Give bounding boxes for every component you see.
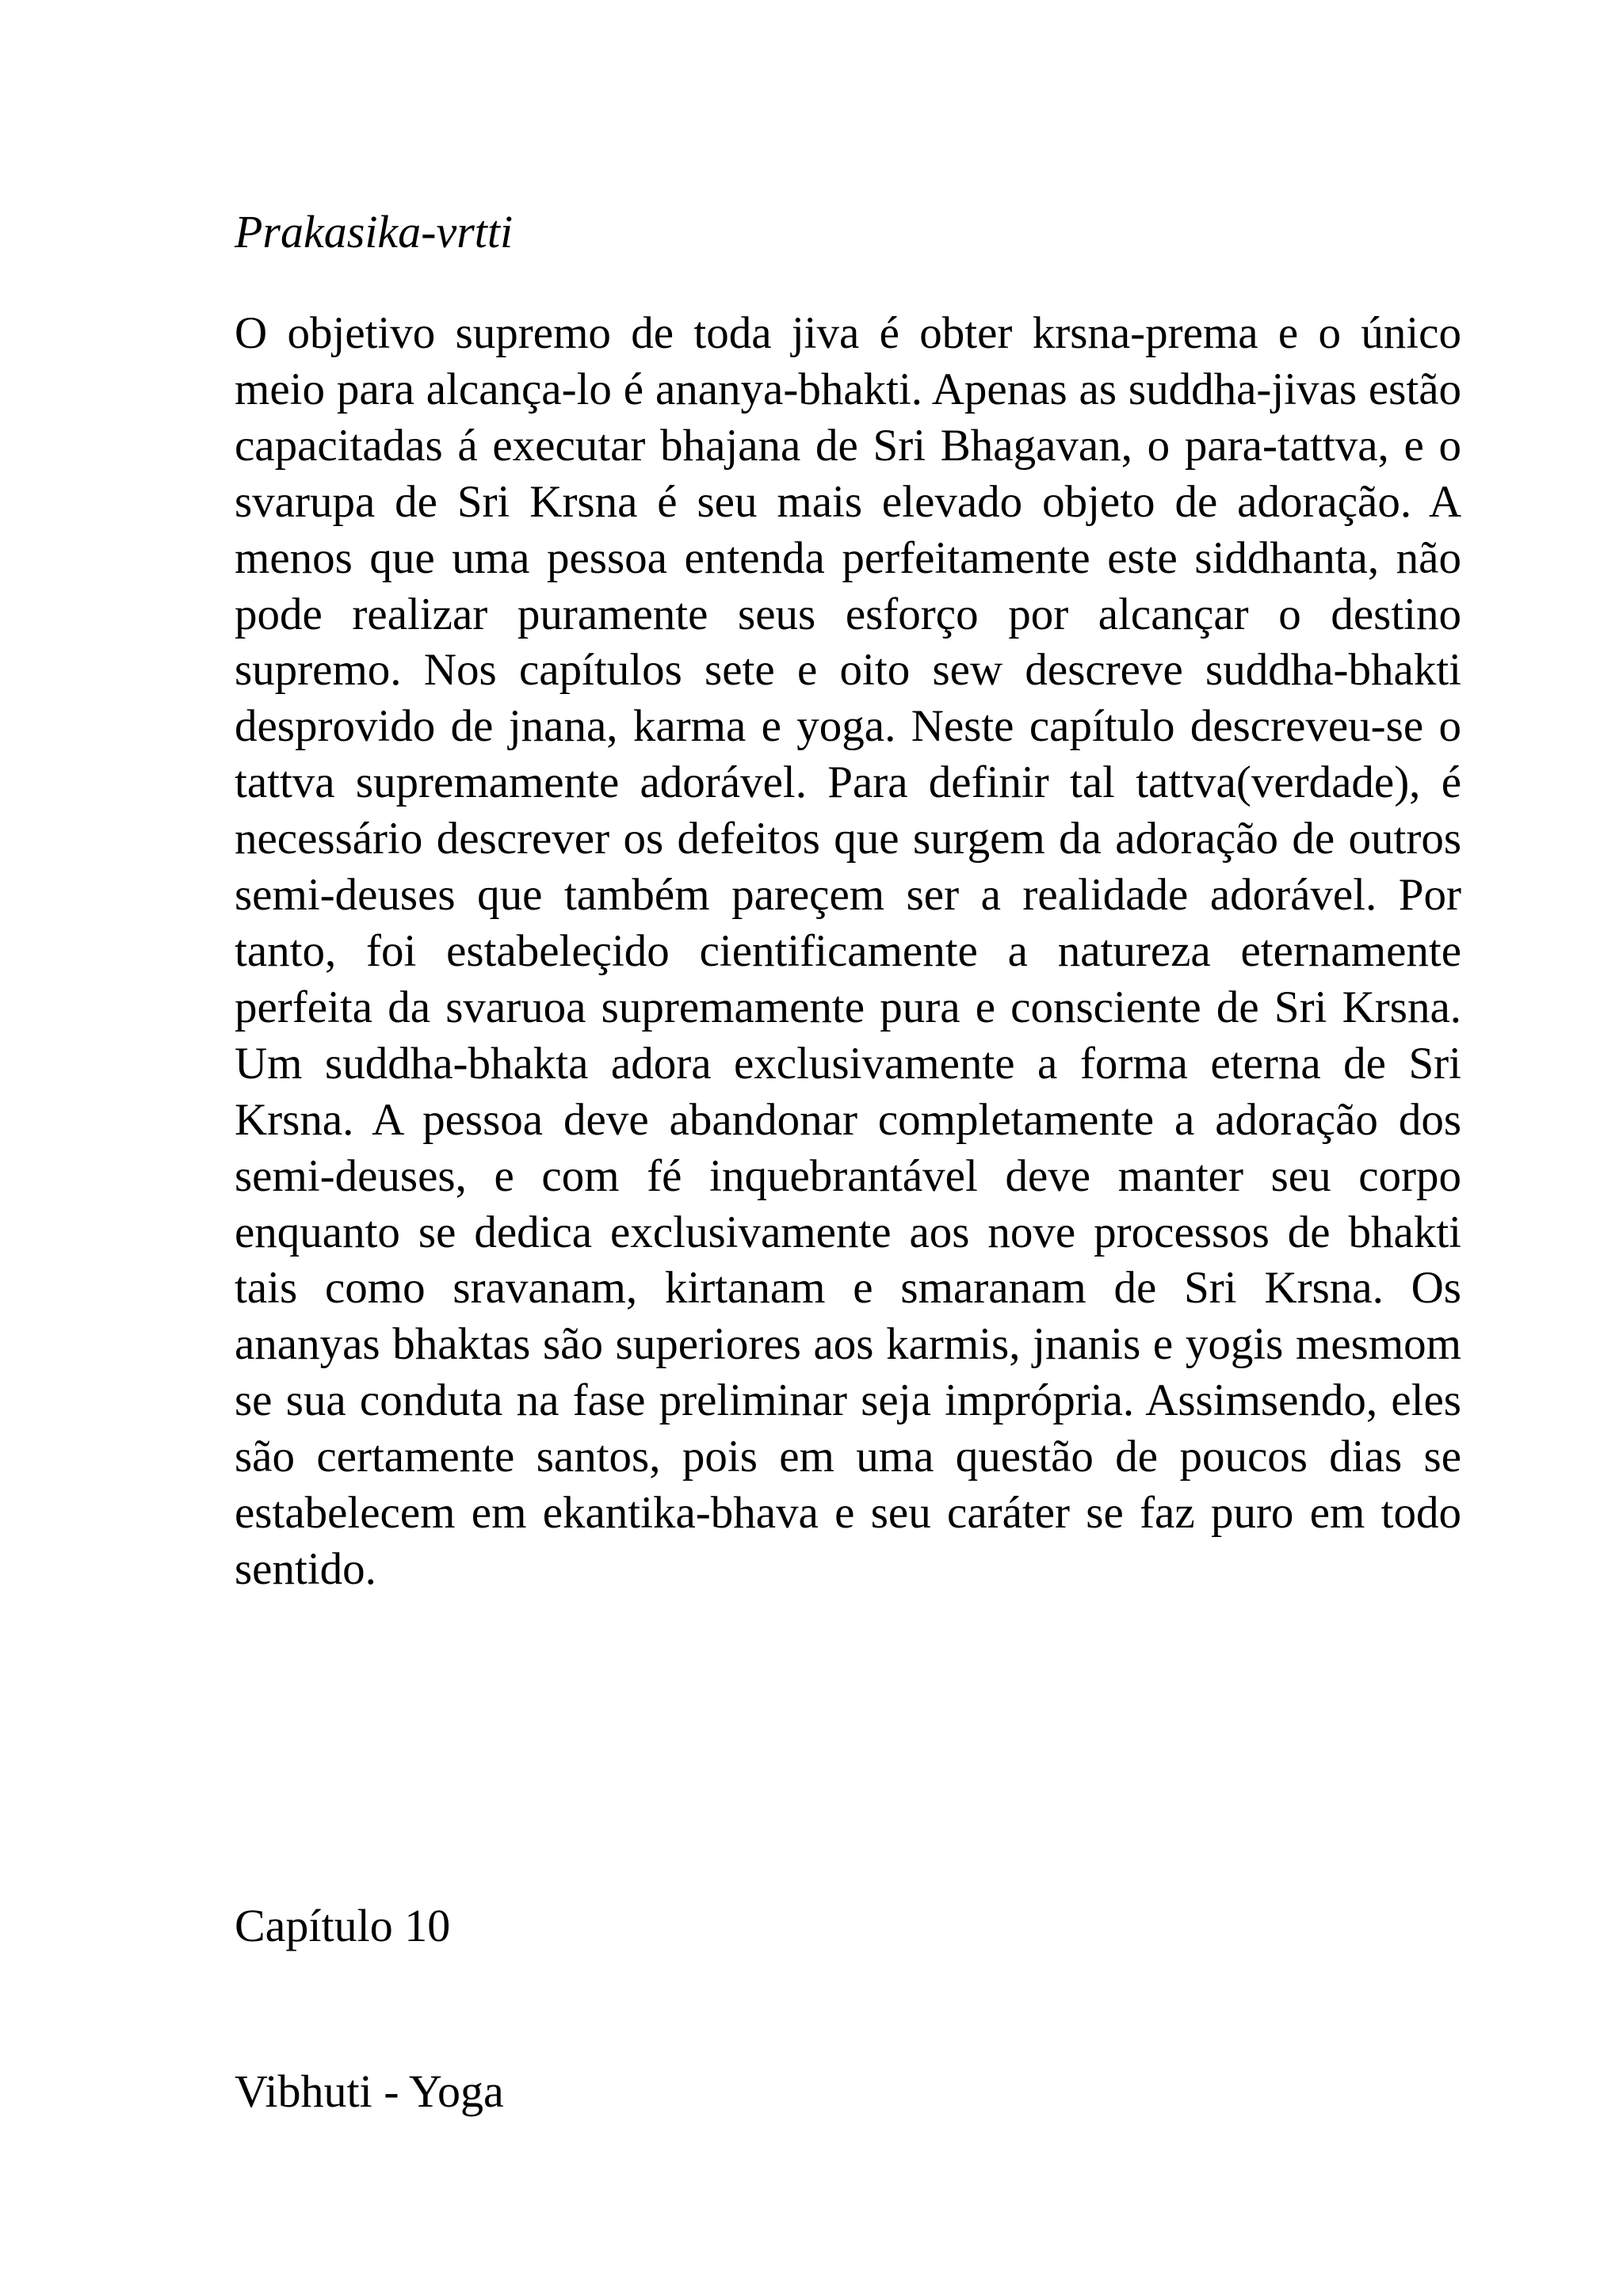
chapter-label: Capítulo 10 <box>235 1900 451 1951</box>
section-heading: Prakasika-vrtti <box>235 206 514 257</box>
body-paragraph: O objetivo supremo de toda jiva é obter krsna-prema e o único meio para alcança-lo é ananya-bhakti. Apenas as suddha-jivas estão capacitadas á executar bhajana de Sri Bhagavan, o para-tattva, e o svarupa de Sri Krsna é seu mais elevado objeto de adoração. A menos que uma pessoa entenda perfeitamente este siddhanta, não pode realizar puramente seus esforço por alcançar o destino supremo. Nos capítulos sete e oito sew descreve suddha-bhakti desprovido de jnana, karma e yoga. Neste capítulo descreveu-se o tattva supremamente adorável. Para definir tal tattva(verdade), é necessário descrever os defeitos que surgem da adoração de outros semi-deuses que também pareçem ser a realidade adorável. Por tanto, foi estabeleçido cientificamente a natureza eternamente perfeita da svaruoa supremamente pura e consciente de Sri Krsna. Um suddha-bhakta adora exclusivamente a forma eterna de Sri Krsna. A pessoa deve abandonar completamente a adoração dos semi-deuses, e com fé inquebrantável deve manter seu corpo enquanto se dedica exclusivamente aos nove processos de bhakti tais como sravanam, kirtanam e smaranam de Sri Krsna. Os ananyas bhaktas são superiores aos karmis, jnanis e yogis mesmom se sua conduta na fase preliminar seja imprópria. Assimsendo, eles são certamente santos, pois em uma questão de poucos dias se estabelecem em ekantika-bhava e seu caráter se faz puro em todo sentido. <box>235 308 1461 1594</box>
document-page <box>235 204 1461 1598</box>
chapter-title: Vibhuti - Yoga <box>235 2065 504 2117</box>
